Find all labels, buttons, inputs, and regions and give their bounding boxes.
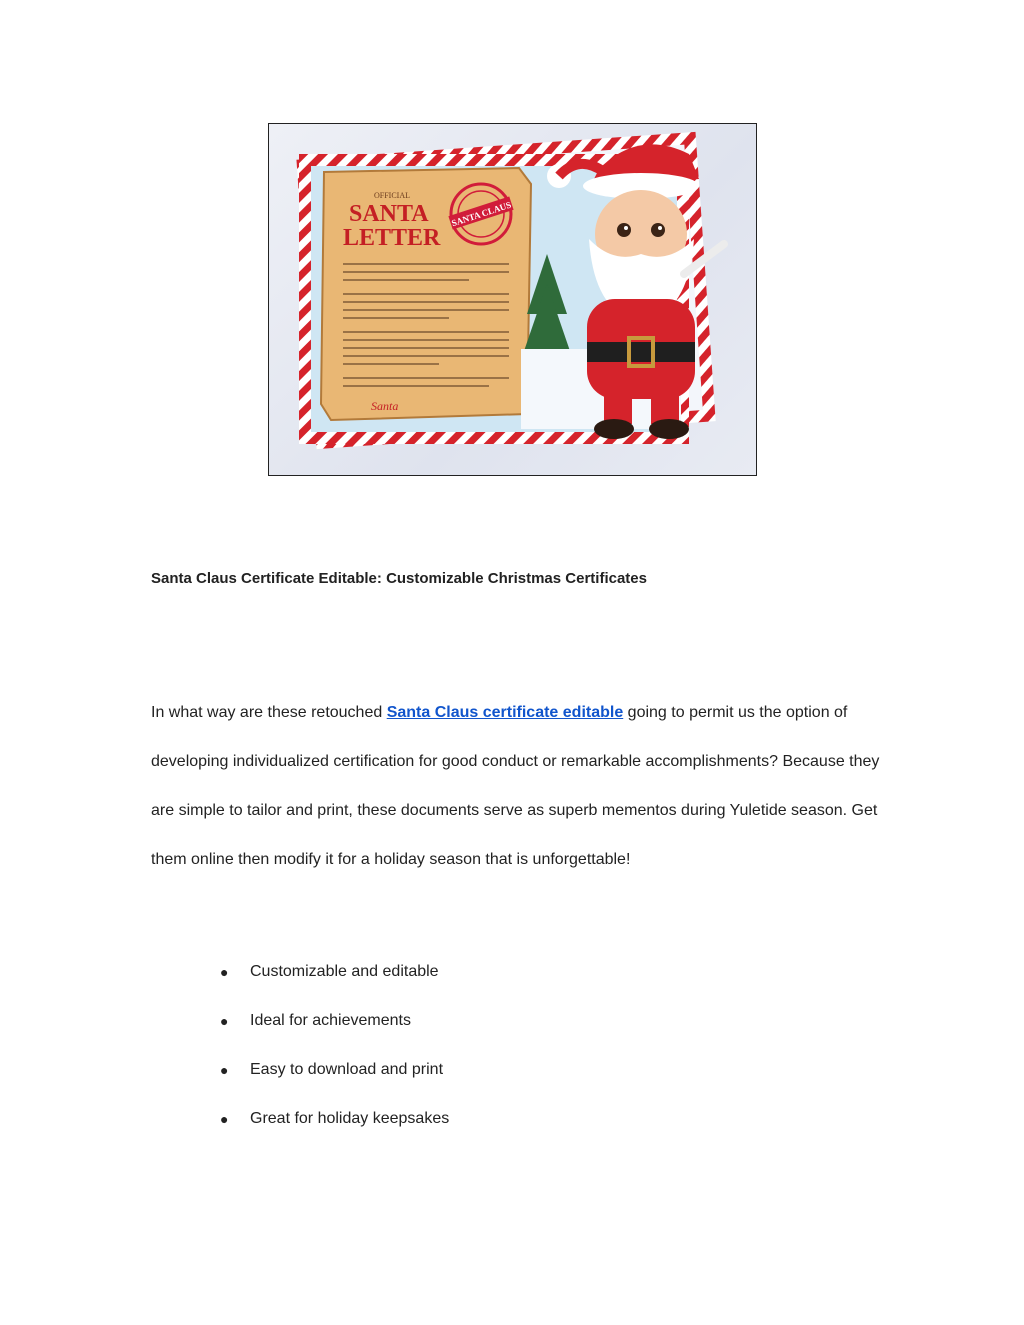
stamp-text: SANTA CLAUS bbox=[450, 199, 513, 229]
letter-official: OFFICIAL bbox=[374, 191, 411, 200]
santa-letter-image bbox=[268, 123, 757, 476]
letter-title-2: LETTER bbox=[343, 225, 441, 251]
list-item-text: Customizable and editable bbox=[250, 963, 439, 980]
letter-title-1: SANTA bbox=[349, 201, 429, 227]
list-item bbox=[220, 1006, 449, 1055]
santa-letter-illustration bbox=[269, 124, 756, 475]
bullet-icon: ● bbox=[220, 1111, 229, 1127]
intro-paragraph bbox=[151, 688, 891, 884]
bullet-icon: ● bbox=[220, 1062, 229, 1078]
list-item bbox=[220, 1104, 449, 1153]
paragraph-text-start: In what way are these retouched bbox=[151, 704, 387, 721]
list-item-text: Ideal for achievements bbox=[250, 1012, 411, 1029]
list-item bbox=[220, 1055, 449, 1104]
list-item-text: Great for holiday keepsakes bbox=[250, 1110, 450, 1127]
bullet-icon: ● bbox=[220, 964, 229, 980]
list-item-text: Easy to download and print bbox=[250, 1061, 444, 1078]
bullet-icon: ● bbox=[220, 1013, 229, 1029]
list-item bbox=[220, 957, 449, 1006]
paragraph-text-end: going to permit us the option of developing individualized certification for good conduct or remarkable accomplishments? Because they are simple to tailor and print, these documents serve as superb mementos during Yuletide season. Get them online then modify it for a holiday season that is unforgettable! bbox=[151, 704, 880, 868]
santa-certificate-link[interactable]: Santa Claus certificate editable bbox=[386, 704, 624, 721]
santa-signature: Santa bbox=[371, 399, 399, 413]
page-title: Santa Claus Certificate Editable: Customizable Christmas Certificates bbox=[151, 570, 647, 587]
feature-list bbox=[220, 957, 449, 1153]
